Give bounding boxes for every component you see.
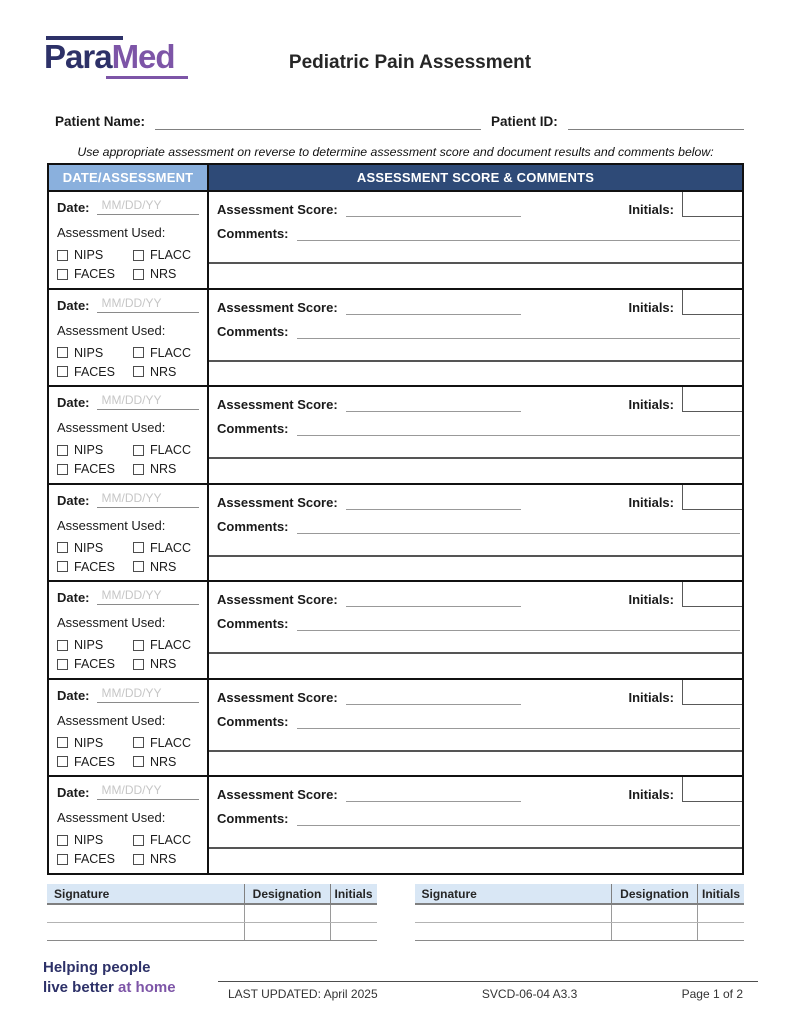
score-line [209, 680, 742, 705]
date-assessment-cell [49, 290, 209, 386]
checkbox-icon[interactable] [133, 347, 144, 358]
checkbox-nips[interactable] [57, 638, 133, 652]
assessment-score-label: Assessment Score: [217, 592, 338, 607]
patient-id-label: Patient ID: [491, 114, 558, 129]
score-comments-cell [209, 582, 742, 678]
checkbox-icon[interactable] [57, 250, 68, 261]
checkbox-icon[interactable] [57, 366, 68, 377]
comments-extra-line-2[interactable] [209, 752, 742, 776]
signature-field[interactable] [47, 905, 244, 922]
assessment-score-field[interactable] [346, 495, 521, 510]
checkbox-faces[interactable] [57, 267, 133, 281]
initials-label: Initials: [628, 494, 674, 510]
checkbox-icon[interactable] [133, 854, 144, 865]
initials-label: Initials: [628, 592, 674, 607]
checkbox-icon[interactable] [57, 756, 68, 767]
assessment-used-label: Assessment Used: [57, 225, 166, 240]
assessment-score-field[interactable] [346, 787, 521, 802]
checkbox-faces-label: FACES [74, 852, 115, 866]
initials-field[interactable] [697, 905, 744, 922]
logo-text-med: Med [111, 38, 175, 75]
checkbox-faces[interactable] [57, 852, 133, 866]
date-line [57, 491, 199, 508]
checkbox-nips-label: NIPS [74, 443, 104, 457]
checkbox-icon[interactable] [133, 464, 144, 475]
checkbox-faces-label: FACES [74, 267, 115, 281]
score-comments-cell [209, 387, 742, 483]
checkbox-faces[interactable] [57, 755, 133, 769]
initials-label: Initials: [628, 397, 674, 412]
date-line [57, 588, 199, 605]
initials-box-field[interactable] [682, 485, 742, 510]
tagline-line2 [43, 978, 176, 998]
assessment-used-label: Assessment Used: [57, 322, 166, 338]
assessment-row [49, 385, 742, 483]
signature-field[interactable] [415, 923, 612, 940]
checkbox-faces-label: FACES [74, 657, 115, 671]
assessment-score-field[interactable] [346, 690, 521, 705]
comments-extra-line-2[interactable] [209, 849, 742, 873]
paramed-logo [44, 36, 194, 79]
checkbox-icon[interactable] [133, 737, 144, 748]
designation-field[interactable] [611, 923, 697, 940]
checkbox-nrs[interactable] [133, 462, 199, 476]
designation-column-header: Designation [611, 884, 697, 903]
score-comments-cell [209, 290, 742, 386]
comments-line [209, 705, 742, 729]
comments-field[interactable] [297, 616, 740, 631]
date-label: Date: [57, 687, 90, 703]
assessment-score-label: Assessment Score: [217, 202, 338, 217]
checkbox-flacc[interactable] [133, 638, 199, 652]
checkbox-nrs-label: NRS [150, 462, 177, 476]
checkbox-icon[interactable] [57, 854, 68, 865]
assessment-score-label: Assessment Score: [217, 689, 338, 705]
checkbox-icon[interactable] [133, 250, 144, 261]
signature-blank-row [47, 905, 377, 923]
comments-field[interactable] [297, 421, 740, 436]
comments-label: Comments: [217, 713, 289, 729]
comments-line [209, 315, 742, 339]
checkbox-flacc[interactable] [133, 443, 199, 457]
checkbox-icon[interactable] [57, 269, 68, 280]
date-input-field[interactable]: MM/DD/YY [97, 491, 199, 508]
date-assessment-cell [49, 777, 209, 873]
checkbox-icon[interactable] [133, 640, 144, 651]
score-line [209, 290, 742, 315]
date-line [57, 686, 199, 703]
score-comments-cell [209, 777, 742, 873]
footer-meta-row [228, 987, 743, 1001]
date-line [57, 198, 199, 215]
assessment-score-field[interactable] [346, 300, 521, 315]
signature-table [415, 884, 745, 941]
comments-label: Comments: [217, 421, 289, 436]
assessment-table [47, 163, 744, 875]
checkbox-nrs[interactable] [133, 267, 199, 281]
comments-label: Comments: [217, 518, 289, 534]
initials-box-field[interactable] [682, 680, 742, 705]
comments-field[interactable] [297, 226, 740, 241]
assessment-score-label: Assessment Score: [217, 299, 338, 315]
comments-field[interactable] [297, 811, 740, 826]
assessment-score-field[interactable] [346, 202, 521, 217]
designation-column-header: Designation [244, 884, 330, 903]
assessment-used-label: Assessment Used: [57, 810, 166, 825]
signature-blank-row [47, 923, 377, 941]
tagline-line2-text: live better [43, 978, 114, 996]
designation-field[interactable] [611, 905, 697, 922]
assessment-table-header [49, 165, 742, 190]
date-line [57, 393, 199, 410]
assessment-score-field[interactable] [346, 592, 521, 607]
score-line [209, 777, 742, 802]
comments-line [209, 510, 742, 534]
date-input-field[interactable]: MM/DD/YY [97, 296, 199, 313]
signature-field[interactable] [47, 923, 244, 940]
checkbox-nrs-label: NRS [150, 267, 177, 281]
checkbox-nips-label: NIPS [74, 638, 104, 652]
signature-blank-row [415, 905, 745, 923]
page-indicator: Page 1 of 2 [681, 987, 743, 1001]
assessment-checkbox-group [57, 833, 199, 866]
assessment-checkbox-group [57, 541, 199, 574]
initials-label: Initials: [628, 202, 674, 217]
footer-divider [218, 981, 758, 982]
comments-field[interactable] [297, 519, 740, 534]
checkbox-faces[interactable] [57, 560, 133, 574]
assessment-checkbox-group [57, 736, 199, 769]
checkbox-icon[interactable] [133, 835, 144, 846]
initials-box-field[interactable] [682, 387, 742, 412]
initials-label: Initials: [628, 787, 674, 802]
checkbox-faces-label: FACES [74, 754, 115, 769]
last-updated-text: LAST UPDATED: April 2025 [228, 987, 378, 1001]
initials-field[interactable] [697, 923, 744, 940]
comments-field[interactable] [297, 714, 740, 729]
checkbox-nips-label: NIPS [74, 540, 104, 555]
date-label: Date: [57, 395, 90, 410]
date-assessment-cell [49, 387, 209, 483]
signature-table-header [47, 884, 377, 905]
initials-column-header: Initials [330, 884, 377, 903]
date-assessment-cell [49, 192, 209, 288]
checkbox-nrs-label: NRS [150, 657, 177, 671]
checkbox-icon[interactable] [57, 835, 68, 846]
signature-section [47, 884, 744, 941]
patient-id-field[interactable] [568, 113, 744, 130]
checkbox-flacc-label: FLACC [150, 540, 191, 555]
initials-label: Initials: [628, 299, 674, 315]
initials-box-field[interactable] [682, 777, 742, 802]
checkbox-icon[interactable] [133, 659, 144, 670]
signature-table-header [415, 884, 745, 905]
assessment-checkbox-group [57, 346, 199, 379]
comments-extra-line-2[interactable] [209, 362, 742, 386]
checkbox-flacc[interactable] [133, 248, 199, 262]
signature-table [47, 884, 377, 941]
checkbox-flacc[interactable] [133, 736, 199, 750]
signature-column-header: Signature [421, 886, 477, 901]
designation-field[interactable] [244, 905, 330, 922]
date-assessment-column-header: DATE/ASSESSMENT [49, 165, 209, 190]
checkbox-icon[interactable] [57, 640, 68, 651]
score-line [209, 582, 742, 607]
comments-line [209, 802, 742, 826]
date-label: Date: [57, 492, 90, 508]
assessment-score-label: Assessment Score: [217, 494, 338, 510]
initials-box-field[interactable] [682, 290, 742, 315]
assessment-row [49, 288, 742, 386]
designation-field[interactable] [244, 923, 330, 940]
tagline-line1: Helping people [43, 959, 151, 976]
assessment-score-label: Assessment Score: [217, 397, 338, 412]
checkbox-flacc[interactable] [133, 346, 199, 360]
logo-text [44, 40, 194, 75]
checkbox-nrs-label: NRS [150, 754, 177, 769]
date-input-field[interactable]: MM/DD/YY [97, 783, 199, 800]
comments-extra-line-2[interactable] [209, 557, 742, 581]
checkbox-flacc-label: FLACC [150, 833, 191, 847]
date-input-field[interactable]: MM/DD/YY [97, 393, 199, 410]
comments-field[interactable] [297, 324, 740, 339]
checkbox-nips[interactable] [57, 346, 133, 360]
checkbox-icon[interactable] [133, 756, 144, 767]
checkbox-nips[interactable] [57, 736, 133, 750]
checkbox-nrs[interactable] [133, 755, 199, 769]
checkbox-nrs-label: NRS [150, 852, 177, 866]
assessment-row [49, 580, 742, 678]
initials-column-header: Initials [697, 884, 744, 903]
checkbox-nips-label: NIPS [74, 345, 104, 360]
comments-extra-line-2[interactable] [209, 654, 742, 678]
initials-field[interactable] [330, 905, 377, 922]
checkbox-icon[interactable] [57, 561, 68, 572]
checkbox-faces-label: FACES [74, 559, 115, 574]
checkbox-flacc[interactable] [133, 833, 199, 847]
checkbox-flacc-label: FLACC [150, 443, 191, 457]
checkbox-nrs[interactable] [133, 365, 199, 379]
date-input-field[interactable]: MM/DD/YY [97, 198, 199, 215]
checkbox-nips[interactable] [57, 833, 133, 847]
checkbox-flacc-label: FLACC [150, 248, 191, 262]
score-line [209, 387, 742, 412]
checkbox-faces[interactable] [57, 657, 133, 671]
checkbox-faces[interactable] [57, 462, 133, 476]
checkbox-nips-label: NIPS [74, 833, 104, 847]
comments-extra-line-1[interactable] [209, 241, 742, 264]
assessment-row [49, 483, 742, 581]
checkbox-faces[interactable] [57, 365, 133, 379]
assessment-used-label: Assessment Used: [57, 712, 166, 728]
assessment-row [49, 775, 742, 873]
score-line [209, 192, 742, 217]
patient-name-field[interactable] [155, 113, 481, 130]
tagline-line2-accent: at home [118, 978, 176, 996]
date-line [57, 296, 199, 313]
document-code-text: SVCD-06-04 A3.3 [481, 987, 578, 1001]
patient-name-label: Patient Name: [55, 114, 146, 129]
comments-line [209, 607, 742, 631]
checkbox-icon[interactable] [57, 464, 68, 475]
comments-label: Comments: [217, 226, 289, 241]
comments-extra-line-2[interactable] [209, 459, 742, 483]
checkbox-faces-label: FACES [74, 462, 115, 476]
checkbox-icon[interactable] [133, 542, 144, 553]
date-input-field[interactable]: MM/DD/YY [97, 686, 199, 703]
initials-field[interactable] [330, 923, 377, 940]
date-label: Date: [57, 200, 90, 215]
comments-extra-line-1[interactable] [209, 826, 742, 849]
signature-column-header: Signature [54, 886, 110, 901]
score-line [209, 485, 742, 510]
comments-extra-line-1[interactable] [209, 534, 742, 557]
date-line [57, 783, 199, 800]
checkbox-flacc-label: FLACC [150, 638, 191, 652]
checkbox-nrs[interactable] [133, 852, 199, 866]
checkbox-nips[interactable] [57, 248, 133, 262]
logo-text-para: Para [44, 38, 112, 75]
checkbox-nips[interactable] [57, 443, 133, 457]
comments-extra-line-1[interactable] [209, 436, 742, 459]
assessment-row [49, 678, 742, 776]
score-comments-column-header: ASSESSMENT SCORE & COMMENTS [209, 165, 742, 190]
assessment-checkbox-group [57, 248, 199, 281]
brand-tagline [43, 958, 176, 997]
checkbox-nrs[interactable] [133, 657, 199, 671]
patient-info-row [55, 113, 744, 130]
checkbox-nrs-label: NRS [150, 364, 177, 379]
initials-label: Initials: [628, 689, 674, 705]
checkbox-nips-label: NIPS [74, 735, 104, 750]
comments-extra-line-1[interactable] [209, 729, 742, 752]
checkbox-icon[interactable] [57, 659, 68, 670]
page-title: Pediatric Pain Assessment [288, 52, 532, 73]
checkbox-icon[interactable] [133, 561, 144, 572]
date-label: Date: [57, 297, 90, 313]
assessment-row [49, 190, 742, 288]
checkbox-icon[interactable] [57, 445, 68, 456]
checkbox-flacc-label: FLACC [150, 735, 191, 750]
comments-extra-line-1[interactable] [209, 339, 742, 362]
comments-label: Comments: [217, 616, 289, 631]
assessment-score-label: Assessment Score: [217, 787, 338, 802]
signature-blank-row [415, 923, 745, 941]
assessment-checkbox-group [57, 443, 199, 476]
logo-bottom-bar [106, 76, 188, 79]
checkbox-icon[interactable] [133, 269, 144, 280]
score-comments-cell [209, 192, 742, 288]
assessment-score-field[interactable] [346, 397, 521, 412]
checkbox-flacc[interactable] [133, 541, 199, 555]
checkbox-nrs[interactable] [133, 560, 199, 574]
checkbox-nips-label: NIPS [74, 248, 104, 262]
assessment-used-label: Assessment Used: [57, 420, 166, 435]
checkbox-icon[interactable] [133, 445, 144, 456]
date-assessment-cell [49, 582, 209, 678]
checkbox-flacc-label: FLACC [150, 345, 191, 360]
checkbox-icon[interactable] [57, 542, 68, 553]
instruction-text: Use appropriate assessment on reverse to determine assessment score and document results and comments below: [77, 145, 714, 159]
date-assessment-cell [49, 485, 209, 581]
comments-extra-line-2[interactable] [209, 264, 742, 288]
signature-field[interactable] [415, 905, 612, 922]
checkbox-icon[interactable] [57, 737, 68, 748]
checkbox-nrs-label: NRS [150, 559, 177, 574]
comments-line [209, 412, 742, 436]
assessment-checkbox-group [57, 638, 199, 671]
date-input-field[interactable]: MM/DD/YY [97, 588, 199, 605]
initials-box-field[interactable] [682, 582, 742, 607]
assessment-used-label: Assessment Used: [57, 615, 166, 630]
checkbox-faces-label: FACES [74, 364, 115, 379]
checkbox-nips[interactable] [57, 541, 133, 555]
score-comments-cell [209, 485, 742, 581]
initials-box-field[interactable] [682, 192, 742, 217]
checkbox-icon[interactable] [133, 366, 144, 377]
comments-label: Comments: [217, 323, 289, 339]
comments-line [209, 217, 742, 241]
date-assessment-cell [49, 680, 209, 776]
date-label: Date: [57, 590, 90, 605]
comments-label: Comments: [217, 811, 289, 826]
score-comments-cell [209, 680, 742, 776]
comments-extra-line-1[interactable] [209, 631, 742, 654]
date-label: Date: [57, 785, 90, 800]
assessment-used-label: Assessment Used: [57, 517, 166, 533]
checkbox-icon[interactable] [57, 347, 68, 358]
